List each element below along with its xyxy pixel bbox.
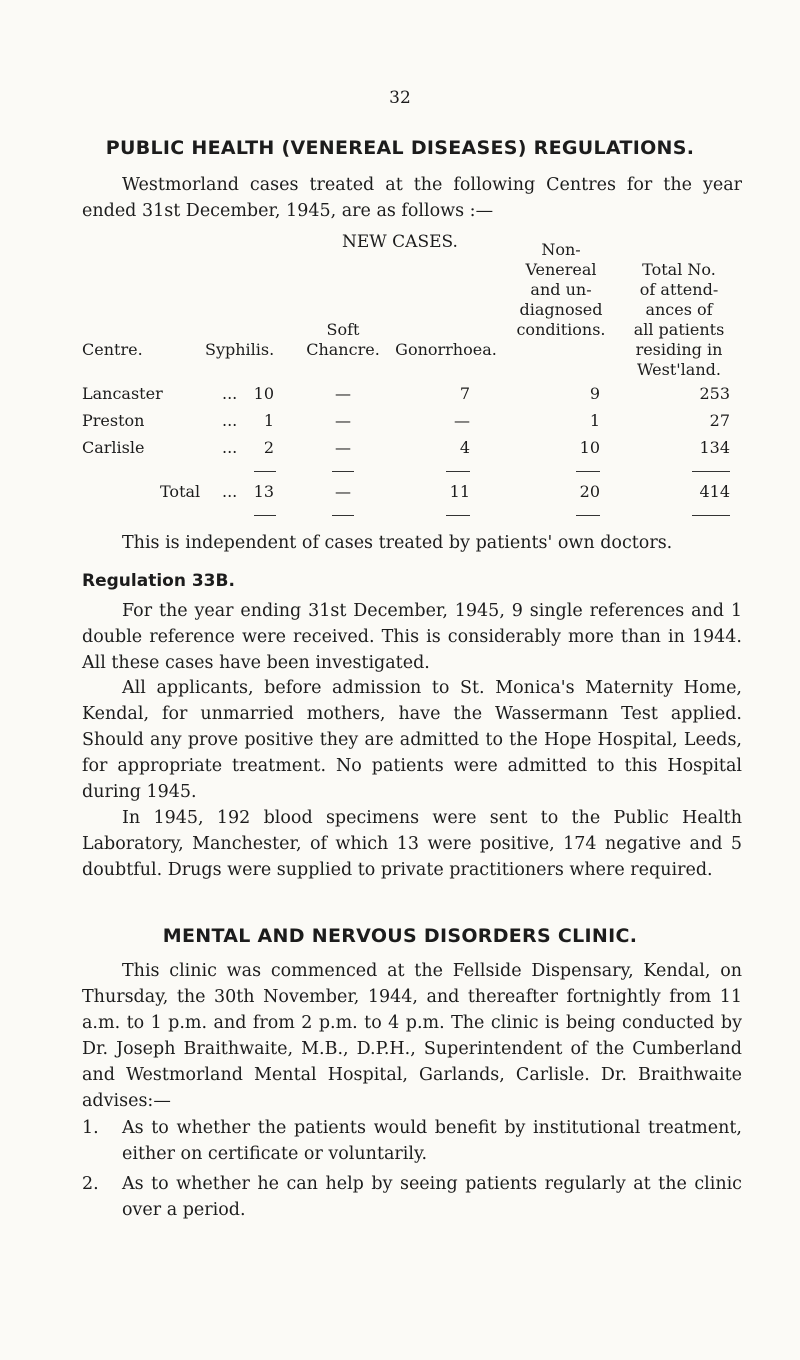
cell-centre: Carlisle (82, 438, 145, 457)
rule (332, 471, 354, 472)
header-total-6: West'land. (637, 360, 721, 379)
header-total-1: Total No. (642, 260, 716, 279)
list-text: As to whether he can help by seeing patients regularly at the clinic over a period. (122, 1174, 742, 1220)
cell-syphilis: 1 (263, 411, 274, 430)
cell-soft: — (335, 384, 351, 403)
regulation-paragraph-1: For the year ending 31st December, 1945, 9 single references and 1 double reference were received. This is considerably more than in 1944. All these cases have been investigated. (82, 601, 742, 673)
header-centre: Centre. (82, 340, 143, 359)
header-gonorrhoea: Gonorrhoea. (395, 340, 497, 359)
cell-soft: — (335, 438, 351, 457)
header-non-5: conditions. (516, 320, 606, 339)
cell-dots: ... (222, 384, 238, 403)
table-title: NEW CASES. (342, 232, 458, 252)
header-total-4: all patients (633, 320, 725, 339)
rule (254, 515, 276, 516)
regulation-title: Regulation 33B. (82, 571, 235, 591)
rule (692, 515, 730, 516)
cell-centre: Preston (82, 411, 145, 430)
cell-non-venereal: 1 (589, 411, 600, 430)
cell-total: 414 (699, 482, 730, 501)
cell-total: 253 (699, 384, 730, 403)
rule (446, 471, 470, 472)
cell-gonorrhoea: 4 (459, 438, 470, 457)
cell-non-venereal: 20 (579, 482, 600, 501)
table-note: This is independent of cases treated by patients' own doctors. (122, 533, 673, 553)
header-total-2: of attend- (639, 280, 719, 299)
cell-non-venereal: 10 (579, 438, 600, 457)
cell-gonorrhoea: 7 (459, 384, 470, 403)
cell-total: 134 (699, 438, 730, 457)
rule (332, 515, 354, 516)
cell-dots: ... (222, 482, 238, 501)
list-number: 2. (82, 1174, 99, 1194)
cell-syphilis: 10 (253, 384, 274, 403)
header-total-3: ances of (645, 300, 713, 319)
header-total-5: residing in (635, 340, 723, 359)
cell-non-venereal: 9 (589, 384, 600, 403)
cell-gonorrhoea: — (454, 411, 470, 430)
header-soft-2: Chancre. (306, 340, 380, 359)
page-number: 32 (389, 88, 411, 108)
header-non-1: Non- (541, 240, 581, 259)
cell-centre: Lancaster (82, 384, 163, 403)
header-non-3: and un- (530, 280, 592, 299)
list-text: As to whether the patients would benefit by institutional treatment, either on certificate or voluntarily. (122, 1118, 742, 1164)
clinic-paragraph: This clinic was commenced at the Fellside Dispensary, Kendal, on Thursday, the 30th November, 1944, and thereafter fortnightly from 11 a.m. to 1 p.m. and from 2 p.m. to 4 p.m. The clinic is being conducted by Dr. Joseph Braithwaite, M.B., D.P.H., Superintendent of the Cumberland and Westmorland Mental Hospital, Garlands, Carlisle. Dr. Braithwaite advises:— (82, 961, 742, 1111)
cell-dots: ... (222, 411, 238, 430)
rule (576, 515, 600, 516)
intro-paragraph: Westmorland cases treated at the following Centres for the year ended 31st December, 1945, are as follows :— (82, 175, 742, 221)
cell-soft: — (335, 411, 351, 430)
cell-gonorrhoea: 11 (449, 482, 470, 501)
header-non-2: Venereal (525, 260, 597, 279)
cell-dots: ... (222, 438, 238, 457)
regulation-paragraph-2: All applicants, before admission to St. Monica's Maternity Home, Kendal, for unmarried mothers, have the Wassermann Test applied. Should any prove positive they are admitted to the Hope Hospital, Leeds, for appropriate treatment. No patients were admitted to this Hospital during 1945. (82, 678, 742, 802)
cell-soft: — (335, 482, 351, 501)
cell-total-label: Total (160, 482, 201, 501)
rule (576, 471, 600, 472)
cell-syphilis: 13 (253, 482, 274, 501)
header-syphilis: Syphilis. (205, 340, 275, 359)
list-number: 1. (82, 1118, 99, 1138)
header-soft-1: Soft (326, 320, 360, 339)
section-heading-mental: MENTAL AND NERVOUS DISORDERS CLINIC. (162, 925, 638, 947)
cell-syphilis: 2 (263, 438, 274, 457)
regulation-paragraph-3: In 1945, 192 blood specimens were sent to the Public Health Laboratory, Manchester, of which 13 were positive, 174 negative and 5 doubtful. Drugs were supplied to private practitioners where required. (82, 808, 742, 880)
rule (446, 515, 470, 516)
rule (692, 471, 730, 472)
section-heading-venereal: PUBLIC HEALTH (VENEREAL DISEASES) REGULATIONS. (105, 137, 695, 159)
cell-total: 27 (709, 411, 730, 430)
rule (254, 471, 276, 472)
header-non-4: diagnosed (519, 300, 603, 319)
